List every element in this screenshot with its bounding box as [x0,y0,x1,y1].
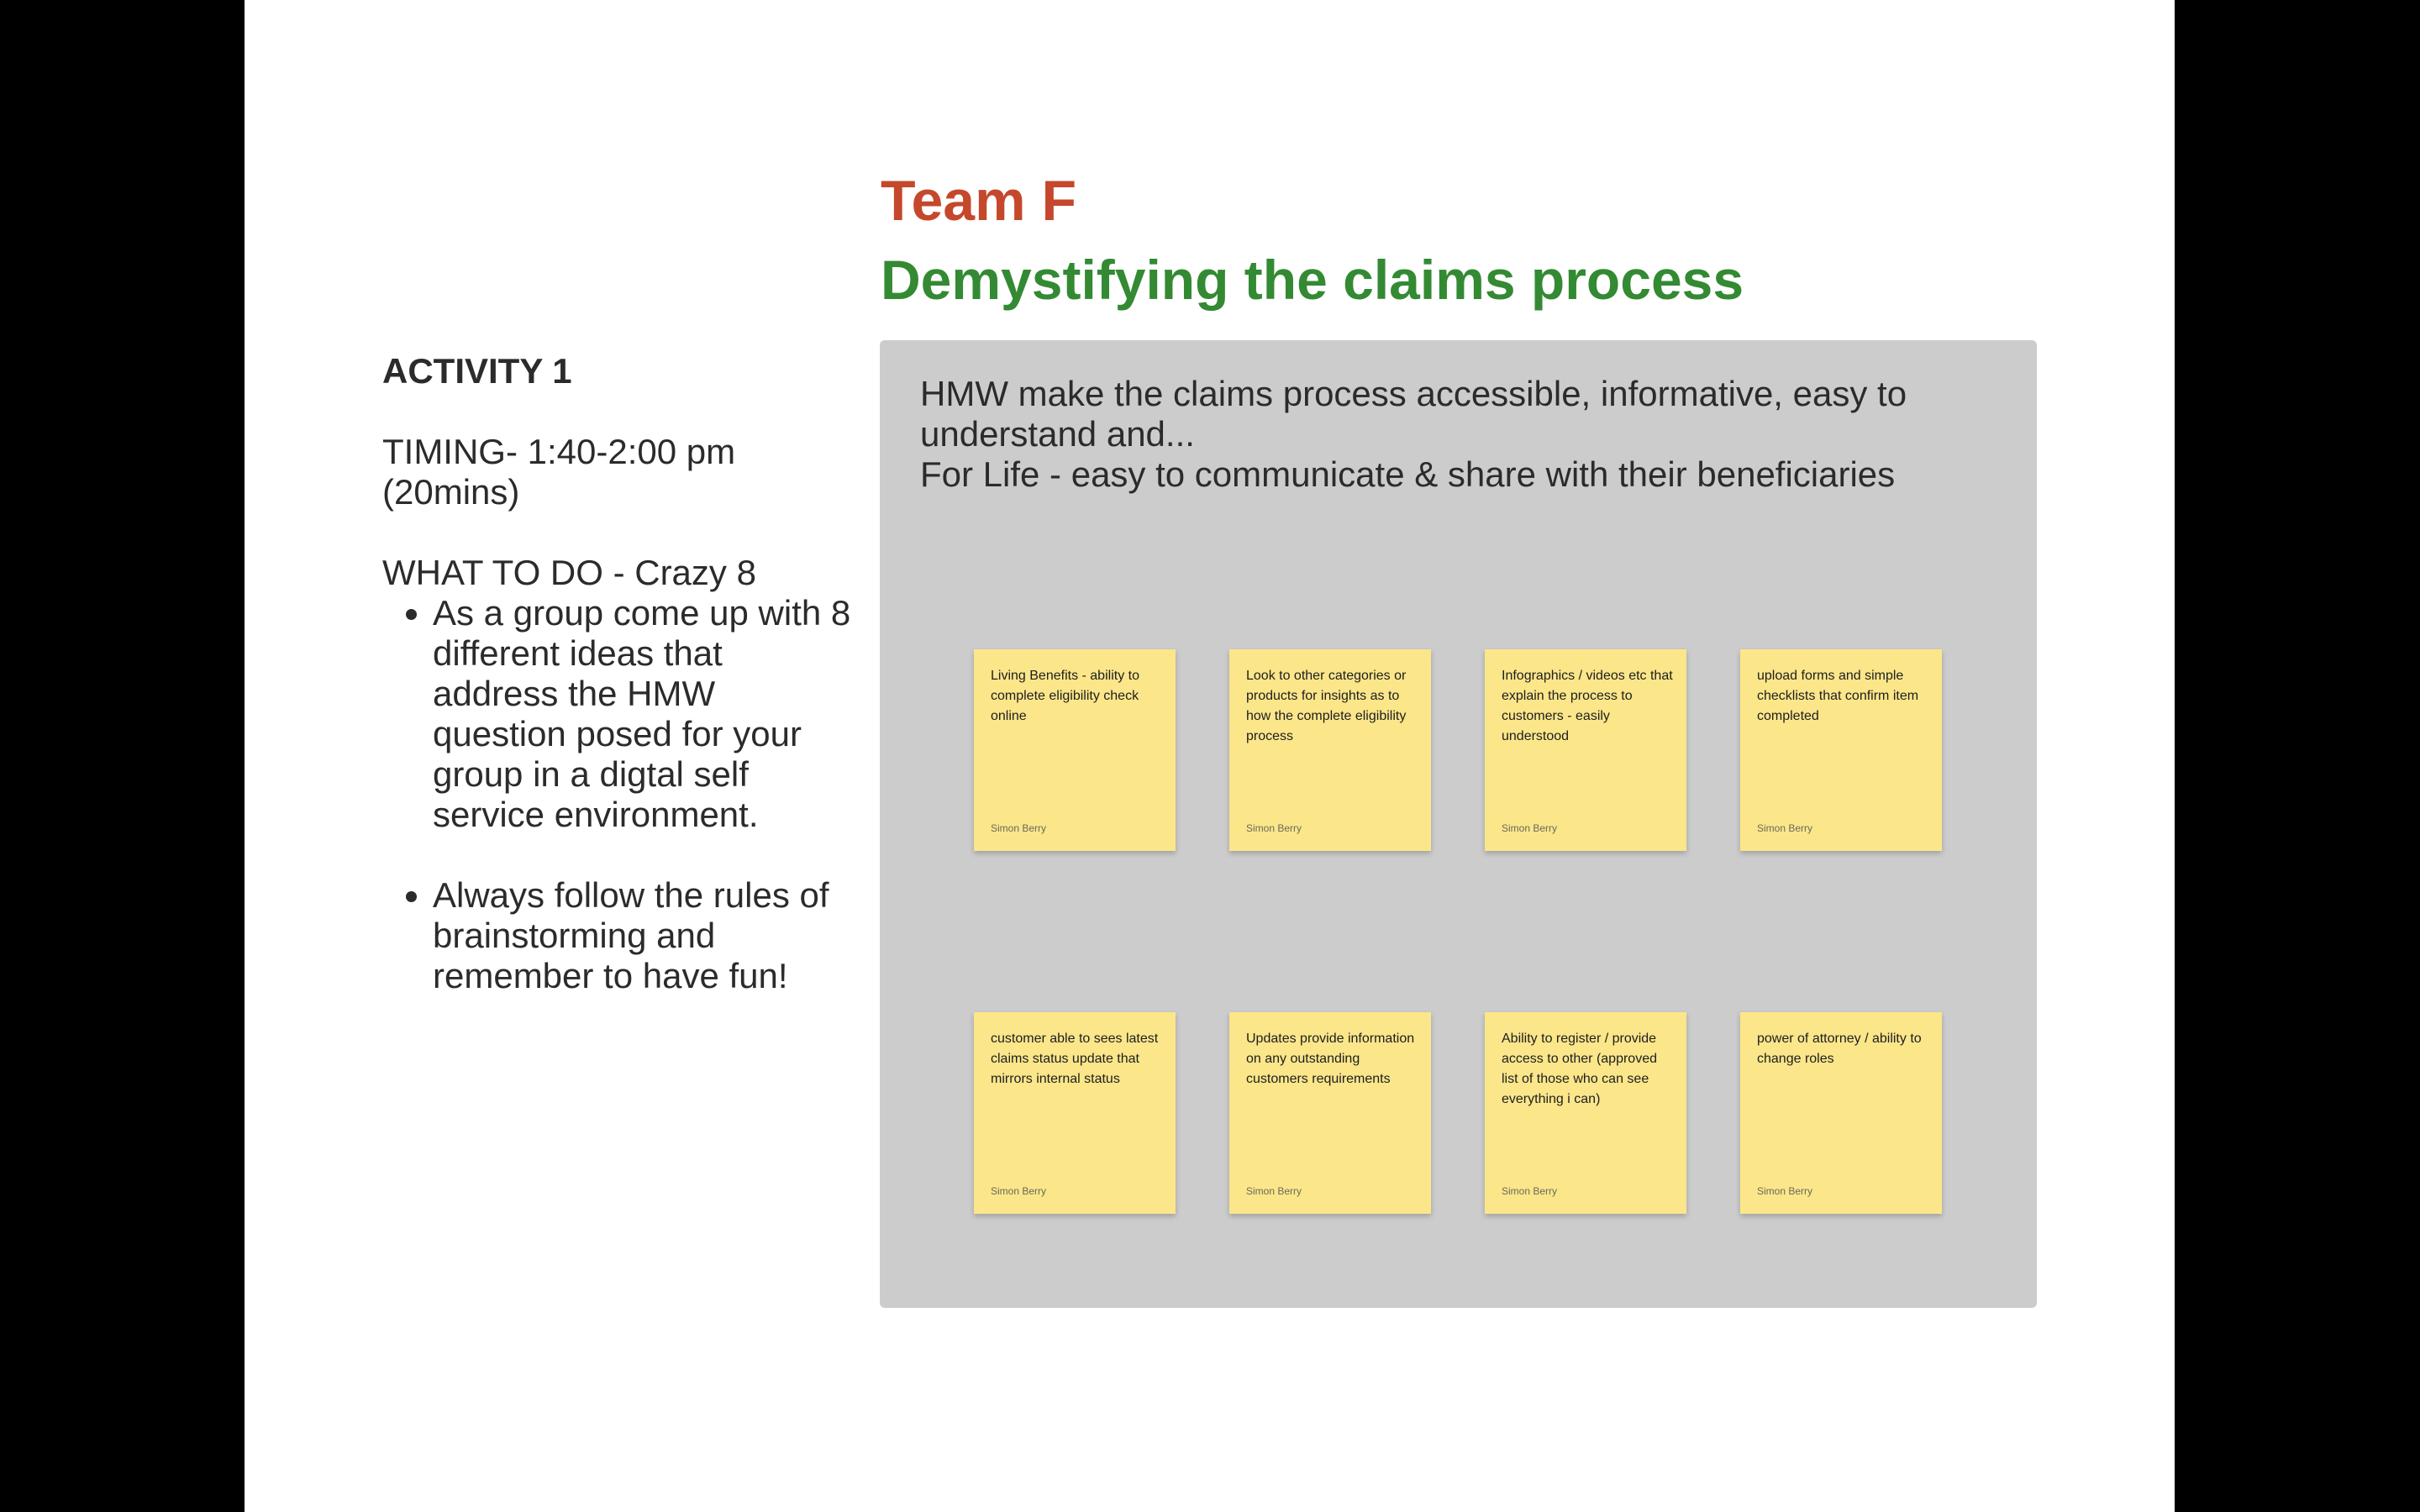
team-title: Team F [881,169,1077,233]
sticky-note-text: Infographics / videos etc that explain the process to customers - easily understood [1502,669,1673,743]
sticky-note[interactable] [974,649,1176,851]
sticky-note-text: power of attorney / ability to change roles [1757,1032,1922,1066]
sticky-note[interactable] [1229,649,1431,851]
hmw-question [920,374,1979,495]
sticky-note[interactable] [974,1012,1176,1214]
activity-instructions [382,351,853,1037]
sticky-note-text: upload forms and simple checklists that confirm item completed [1757,669,1919,723]
activity-timing: TIMING- 1:40-2:00 pm (20mins) [382,432,736,512]
sticky-note-author: Simon Berry [1246,1185,1302,1197]
activity-what-to-do: WHAT TO DO - Crazy 8 [382,553,756,592]
sticky-note-author: Simon Berry [991,822,1047,834]
sticky-note-text: Living Benefits - ability to complete eligibility check online [991,669,1139,723]
sticky-note[interactable] [1229,1012,1431,1214]
sticky-note-author: Simon Berry [1757,1185,1813,1197]
sticky-note-text: Ability to register / provide access to other (approved list of those who can see everything i can) [1502,1032,1657,1106]
sticky-note[interactable] [1485,649,1686,851]
slide-canvas [245,0,2175,1512]
sticky-note-text: customer able to sees latest claims status update that mirrors internal status [991,1032,1159,1086]
sticky-note[interactable] [1485,1012,1686,1214]
sticky-note[interactable] [1740,649,1942,851]
sticky-note-author: Simon Berry [991,1185,1047,1197]
sticky-note-author: Simon Berry [1757,822,1813,834]
activity-bullet-list [382,593,853,996]
activity-bullet: • Always follow the rules of brainstorming and remember to have fun! [433,875,853,996]
activity-bullet: • As a group come up with 8 different ideas that address the HMW question posed for your group in a digtal self service environment. [433,593,853,835]
page-title: Demystifying the claims process [881,249,1744,311]
sticky-note-author: Simon Berry [1502,1185,1558,1197]
sticky-note-text: Look to other categories or products for insights as to how the complete eligibility process [1246,669,1407,743]
sticky-note-author: Simon Berry [1502,822,1558,834]
hmw-line: HMW make the claims process accessible, informative, easy to understand and... [920,374,1907,454]
hmw-line: For Life - easy to communicate & share with their beneficiaries [920,454,1896,494]
activity-heading: ACTIVITY 1 [382,351,572,391]
sticky-note-author: Simon Berry [1246,822,1302,834]
sticky-note[interactable] [1740,1012,1942,1214]
brainstorm-board[interactable] [880,340,2037,1308]
sticky-note-text: Updates provide information on any outstanding customers requirements [1246,1032,1415,1086]
